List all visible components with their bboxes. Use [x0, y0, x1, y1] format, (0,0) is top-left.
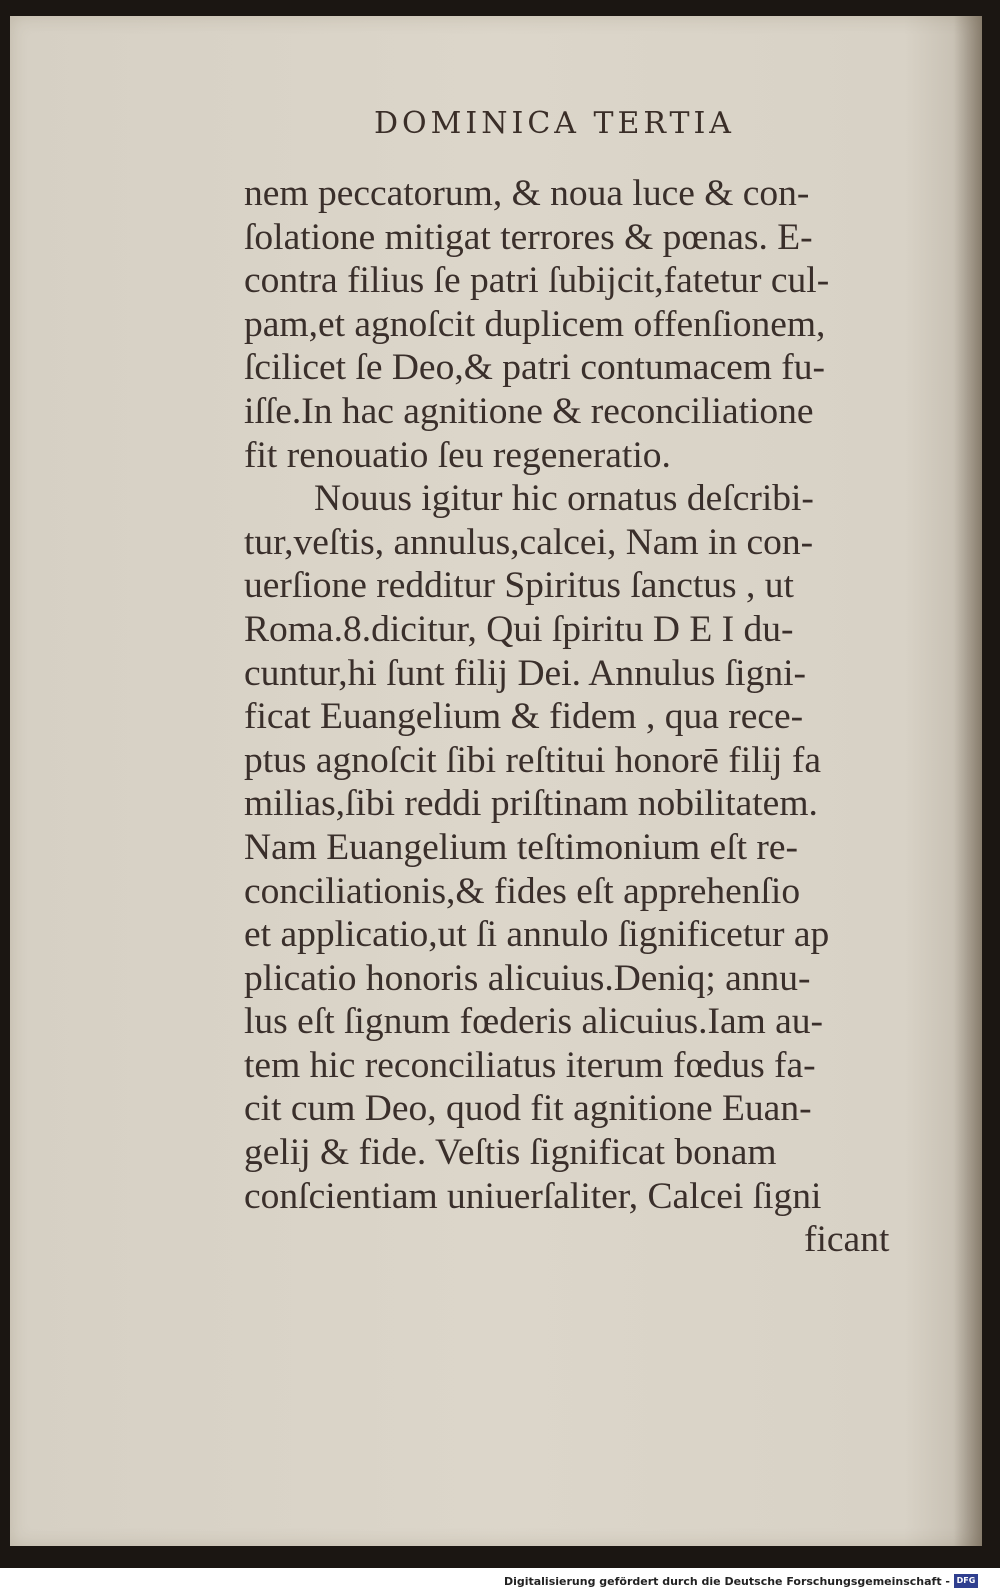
text-line: uerſione redditur Spiritus ſanctus , ut	[244, 565, 794, 607]
running-head: DOMINICA TERTIA	[374, 106, 735, 141]
text-line: et applicatio,ut ſi annulo ſignificetur ap	[244, 914, 830, 956]
text-line: cit cum Deo, quod fit agnitione Euan-	[244, 1088, 812, 1130]
text-line: ptus agnoſcit ſibi reſtitui honorē filij fa	[244, 739, 821, 781]
text-line: conſcientiam uniuerſaliter, Calcei ſigni	[244, 1175, 822, 1217]
text-line: pam,et agnoſcit duplicem offenſionem,	[244, 303, 826, 345]
text-line: iſſe.In hac agnitione & reconciliatione	[244, 390, 814, 432]
text-line: gelij & fide. Veſtis ſignificat bonam	[244, 1132, 777, 1174]
text-line: Roma.8.dicitur, Qui ſpiritu D E I du-	[244, 608, 794, 650]
text-line: plicatio honoris alicuius.Deniq; annu-	[244, 957, 811, 999]
text-line: ficat Euangelium & fidem , qua rece-	[244, 696, 804, 738]
paragraph-start-line: Nouus igitur hic ornatus deſcribi-	[314, 478, 814, 520]
text-line: tur,veſtis, annulus,calcei, Nam in con-	[244, 521, 814, 563]
text-line: fit renouatio ſeu regeneratio.	[244, 434, 671, 476]
funding-credit: Digitalisierung gefördert durch die Deutsche Forschungsgemeinschaft -	[503, 1575, 950, 1588]
text-line: milias,ſibi reddi priſtinam nobilitatem.	[244, 783, 818, 825]
text-line: conciliationis,& fides eſt apprehenſio	[244, 870, 801, 912]
text-line: nem peccatorum, & noua luce & con-	[244, 173, 810, 214]
text-line: contra filius ſe patri ſubijcit,fatetur cul-	[244, 260, 830, 302]
catchword: ficant	[804, 1219, 890, 1261]
dfg-logo: DFG	[954, 1574, 978, 1588]
text-line: ſcilicet ſe Deo,& patri contumacem fu-	[244, 347, 826, 389]
digitization-footer	[0, 1568, 1000, 1596]
text-line: lus eſt ſignum fœderis alicuius.Iam au-	[244, 1001, 824, 1043]
body-text	[244, 172, 904, 1262]
text-line: cuntur,hi ſunt filij Dei. Annulus ſigni-	[244, 652, 807, 694]
text-line: Nam Euangelium teſtimonium eſt re-	[244, 826, 799, 868]
text-line: tem hic reconciliatus iterum fœdus fa-	[244, 1044, 816, 1086]
text-line: ſolatione mitigat terrores & pœnas. E-	[244, 216, 813, 258]
page-edge-shadow	[954, 16, 982, 1546]
